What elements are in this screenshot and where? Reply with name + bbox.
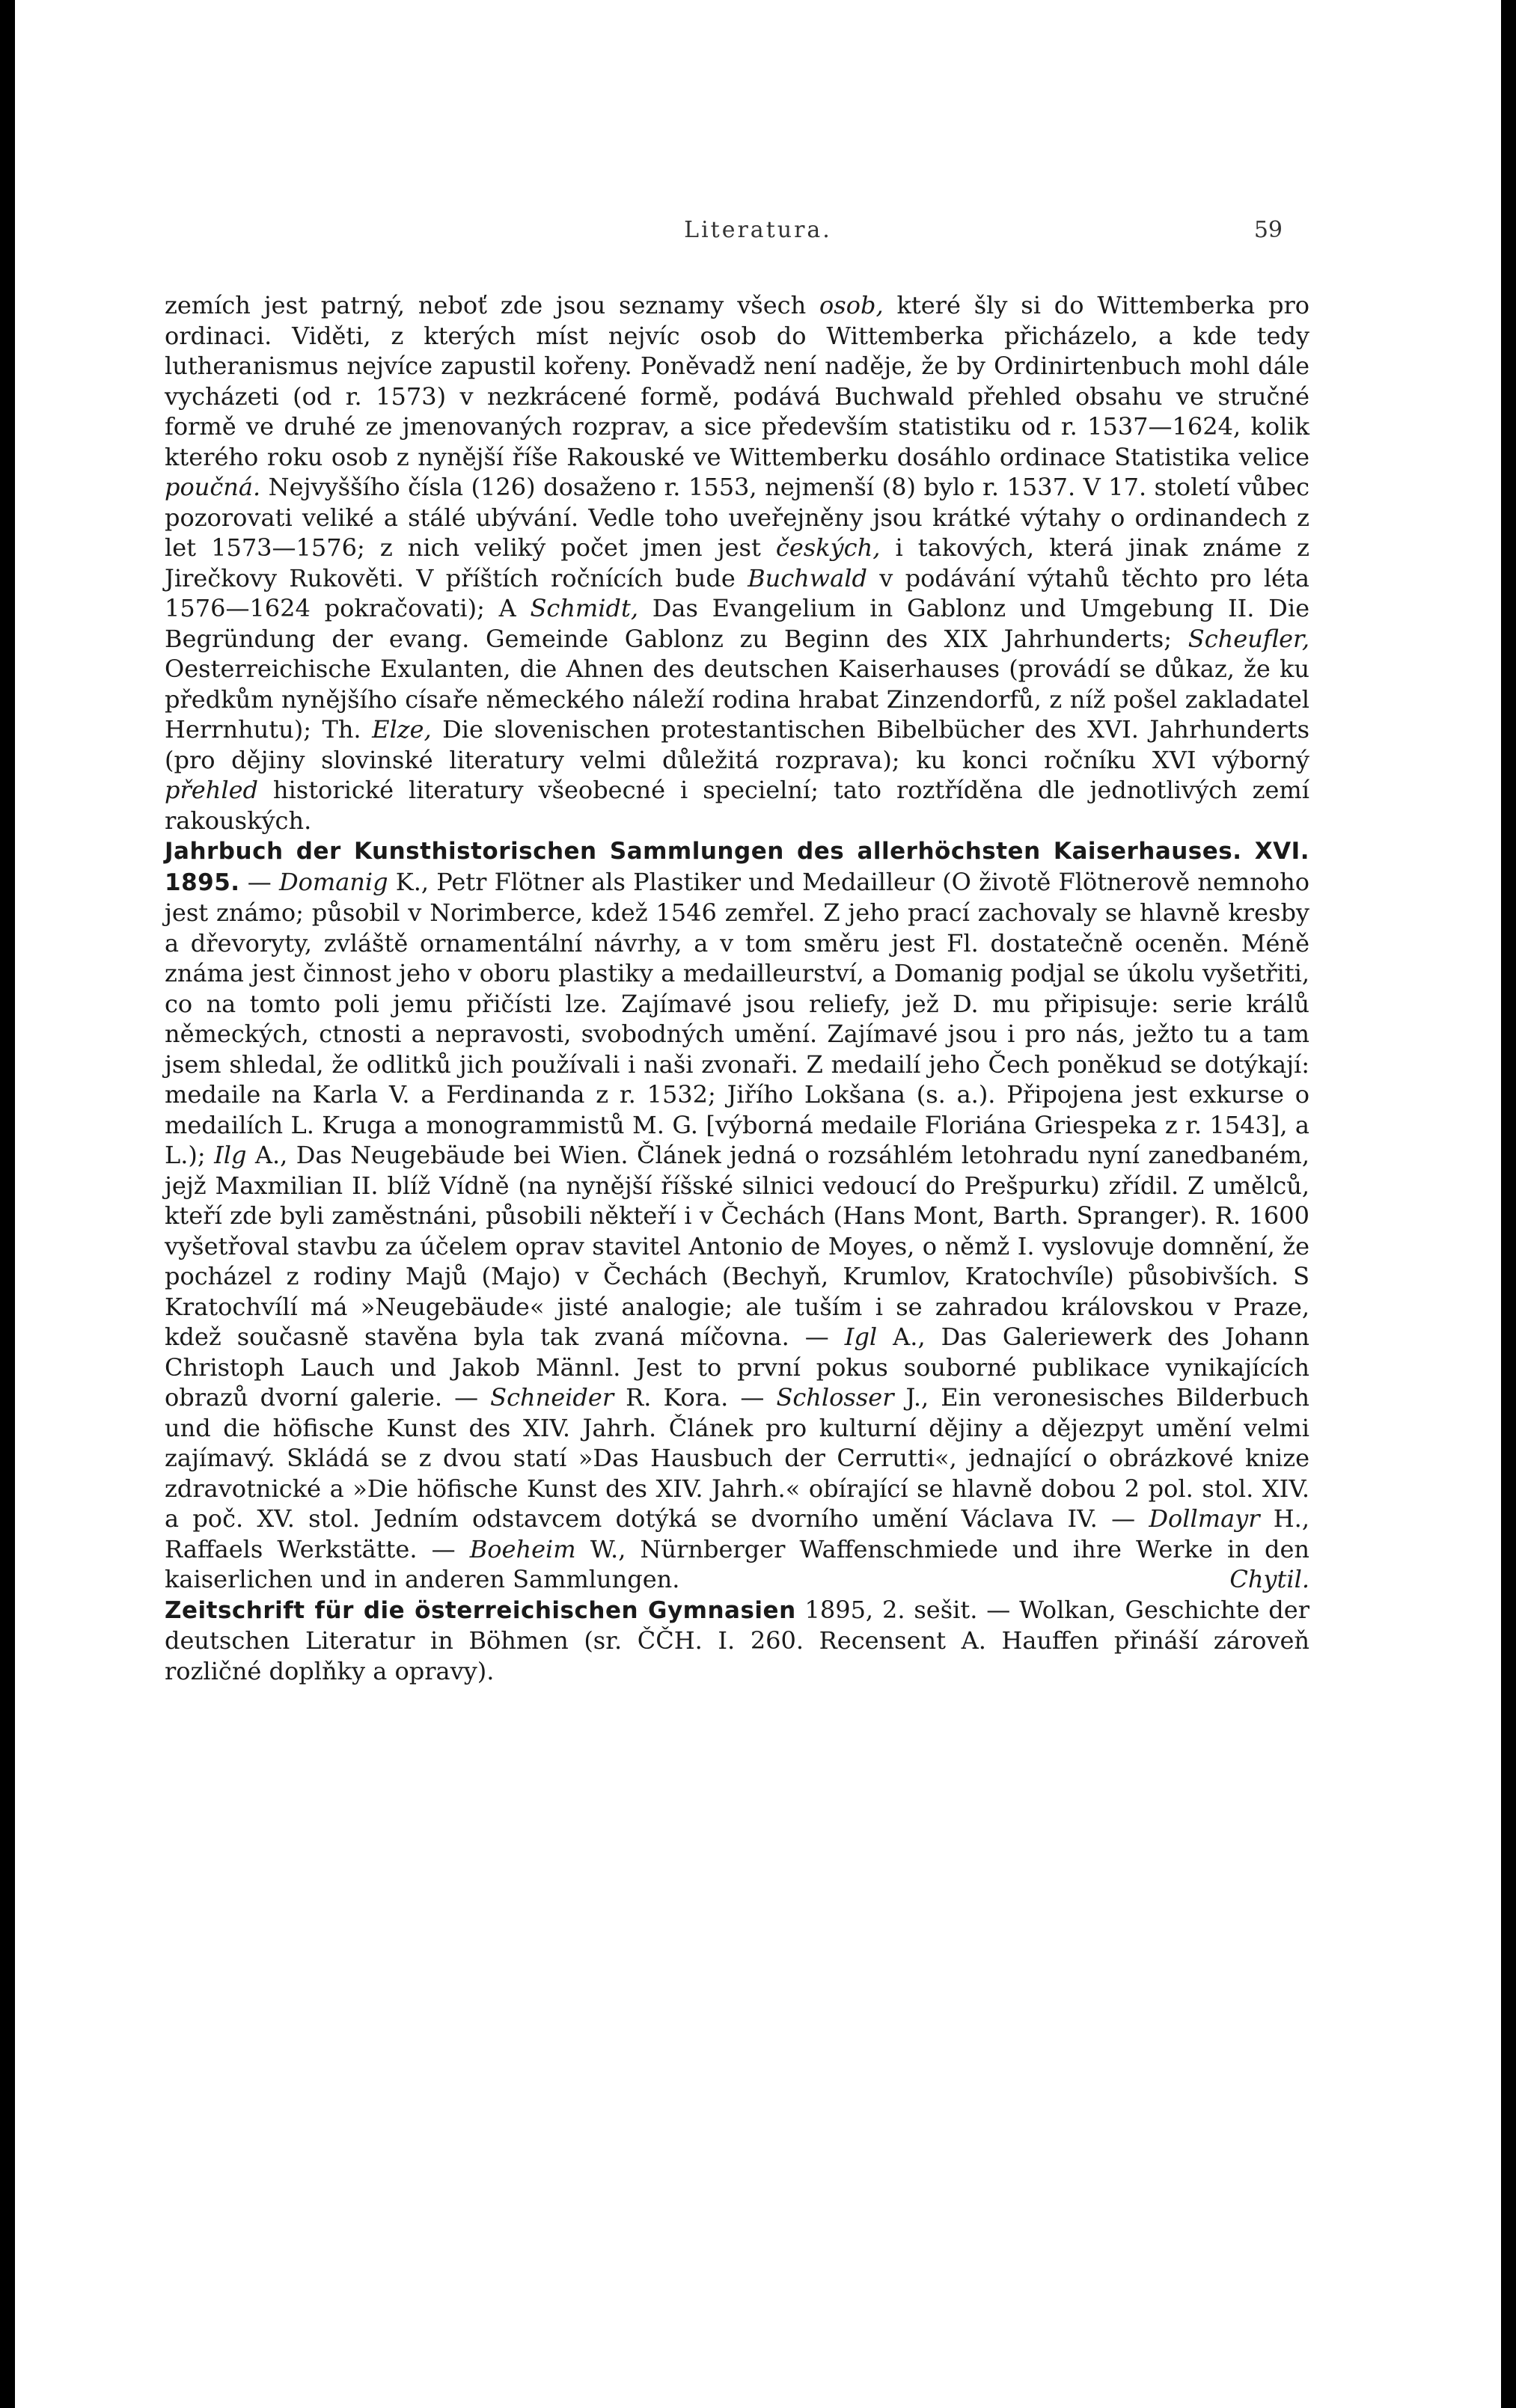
author-signature: Chytil.	[1229, 1565, 1309, 1593]
italic-run: poučná.	[165, 473, 261, 501]
italic-run: Igl	[844, 1323, 878, 1351]
text-run: Die slovenischen protestantischen Bibelbücher des XVI. Jahrhunderts (pro dějiny slovinské literatury velmi důležitá rozprava); ku konci ročníku XVI výborný	[165, 715, 1310, 774]
text-run: Oesterreichische Exulanten, die Ahnen des deutschen Kaiserhauses (provádí se důkaz, že ku předkům nynějšího císaře německého náleží rodina hrabat Zinzendorfů, z níž pošel zakladatel Herrnhutu); Th.	[165, 655, 1309, 744]
section-jahrbuch	[165, 836, 1309, 1595]
italic-run: Schneider	[490, 1383, 614, 1412]
page-sheet	[15, 0, 1501, 2408]
italic-run: osob,	[819, 291, 884, 319]
text-run: —	[239, 867, 279, 896]
page-content	[165, 290, 1309, 1686]
italic-run: českých,	[775, 533, 881, 562]
italic-run: Boeheim	[469, 1534, 576, 1563]
italic-run: Dollmayr	[1149, 1504, 1260, 1533]
running-head: Literatura.	[684, 217, 832, 243]
italic-run: Elze,	[372, 715, 432, 744]
text-run: A., Das Galeriewerk des Johann Christoph Lauch und Jakob Männl. Jest to první pokus souborné publikace vynikajících obrazů dvorní galerie. —	[165, 1323, 1310, 1412]
text-run: zemích jest patrný, neboť zde jsou seznamy všech	[165, 291, 820, 319]
paragraph-buchwald-review	[165, 290, 1309, 836]
text-run: i takových, která jinak známe z Jirečkovy Rukověti. V příštích ročnících bude	[165, 533, 1310, 592]
italic-run: Schlosser	[776, 1383, 894, 1412]
italic-run: Scheufler,	[1188, 624, 1309, 653]
italic-run: Ilg	[214, 1141, 247, 1169]
italic-run: Schmidt,	[530, 594, 639, 622]
page-header	[15, 217, 1501, 247]
text-run: historické literatury všeobecné i specielní; tato roztříděna dle jednotlivých zemí rakouských.	[165, 776, 1309, 835]
text-run: K., Petr Flötner als Plastiker und Medailleur (O životě Flötnerově nemnoho jest známo; působil v Norimberce, kdež 1546 zemřel. Z jeho prací zachovaly se hlavně kresby a dřevoryty, zvláště ornamentální návrhy, a v tom směru jest Fl. dostatečně oceněn. Méně známa jest činnost jeho v oboru plastiky a medailleurství, a Domanig podjal se úkolu vyšetřiti, co na tomto poli jemu přičísti lze. Zajímavé jsou reliefy, jež D. mu připisuje: serie králů německých, ctnosti a nepravosti, svobodných umění. Zajímavé jsou i pro nás, ježto tu a tam jsem shledal, že odlitků jich používali i naši zvonaři. Z medailí jeho Čech poněkud se dotýkají: medaile na Karla V. a Ferdinanda z r. 1532; Jiřího Lokšana (s. a.). Připojena jest exkurse o medailích L. Kruga a monogrammistů M. G. [výborná medaile Floriána Griespeka z r. 1543], a L.);	[165, 867, 1310, 1169]
text-run: W., Nürnberger Waffenschmiede und ihre Werke in den kaiserlichen und in anderen Sammlungen.	[165, 1534, 1310, 1593]
section-title-zeitschrift: Zeitschrift für die österreichischen Gymnasien	[165, 1596, 796, 1624]
italic-run: přehled	[165, 776, 258, 804]
text-run: Nejvyššího čísla (126) dosaženo r. 1553, nejmenší (8) bylo r. 1537. V 17. století vůbec pozorovati veliké a stálé ubývání. Vedle toho uveřejněny jsou krátké výtahy o ordinandech z let 1573—1576; z nich veliký počet jmen jest	[165, 473, 1309, 562]
page-number: 59	[1253, 217, 1283, 243]
text-run: H., Raffaels Werkstätte. —	[165, 1504, 1310, 1563]
text-run: Das Evangelium in Gablonz und Umgebung II. Die Begründung der evang. Gemeinde Gablonz zu Beginn des XIX Jahrhunderts;	[165, 594, 1310, 653]
text-run: které šly si do Wittemberka pro ordinaci. Viděti, z kterých míst nejvíc osob do Wittemberka přicházelo, a kde tedy lutheranismus nejvíce zapustil kořeny. Poněvadž není naděje, že by Ordinirtenbuch mohl dále vycházeti (od r. 1573) v nezkrácené formě, podává Buchwald přehled obsahu ve stručné formě ve druhé ze jmenovaných rozprav, a sice především statistiku od r. 1537—1624, kolik kterého roku osob z nynější říše Rakouské ve Wittemberku dosáhlo ordinace Statistika velice	[165, 291, 1309, 471]
italic-run: Buchwald	[748, 563, 867, 592]
text-run: A., Das Neugebäude bei Wien. Článek jedná o rozsáhlém letohradu nyní zanedbaném, jejž Maxmilian II. blíž Vídně (na nynější říšské silnici vedoucí do Prešpurku) zřídil. Z umělců, kteří zde byli zaměstnáni, působili někteří i v Čechách (Hans Mont, Barth. Spranger). R. 1600 vyšetřoval stavbu za účelem oprav stavitel Antonio de Moyes, o němž I. vyslovuje domnění, že pocházel z rodiny Majů (Majo) v Čechách (Bechyň, Krumlov, Kratochvíle) působivších. S Kratochvílí má »Neugebäude« jisté analogie; ale tuším i se zahradou královskou v Praze, kdež současně stavěna byla tak zvaná míčovna. —	[165, 1141, 1310, 1351]
text-run: 1895, 2. sešit. — Wolkan, Geschichte der deutschen Literatur in Böhmen (sr. ČČH. I. 260. Recensent A. Hauffen přináší zároveň rozličné doplňky a opravy).	[165, 1595, 1309, 1685]
text-run: v podávání výtahů těchto pro léta 1576—1624 pokračovati); A	[165, 563, 1309, 622]
section-title-jahrbuch: Jahrbuch der Kunsthistorischen Sammlungen des allerhöchsten Kaiserhauses. XVI. 1895.	[165, 838, 1309, 896]
text-run: R. Kora. —	[614, 1383, 777, 1412]
text-run: J., Ein veronesisches Bilderbuch und die höfische Kunst des XIV. Jahrh. Článek pro kulturní dějiny a dějezpyt umění velmi zajímavý. Skládá se z dvou statí »Das Hausbuch der Cerrutti«, jednající o obrázkové knize zdravotnické a »Die höfische Kunst des XIV. Jahrh.« obírající se hlavně dobou 2 pol. stol. XIV. a poč. XV. stol. Jedním odstavcem dotýká se dvorního umění Václava IV. —	[165, 1383, 1310, 1533]
section-zeitschrift	[165, 1595, 1309, 1687]
italic-run: Domanig	[278, 867, 388, 896]
